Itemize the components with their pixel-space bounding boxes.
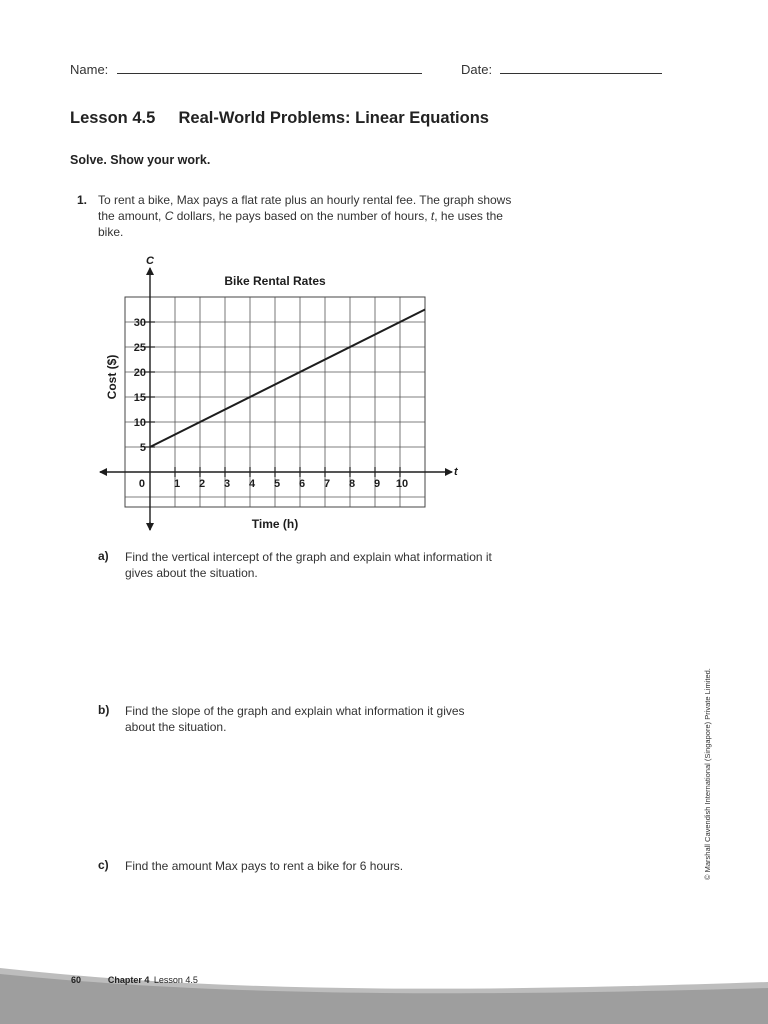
origin-label: 0 — [138, 478, 145, 490]
lesson-heading — [70, 109, 489, 128]
x-tick-label: 8 — [348, 478, 356, 490]
y-tick-label: 5 — [139, 442, 146, 454]
chart-title: Bike Rental Rates — [224, 274, 326, 288]
question-b-text: Find the slope of the graph and explain what information it gives about the situation. — [125, 704, 465, 734]
y-axis-variable: C — [146, 255, 154, 267]
x-tick-label: 7 — [323, 478, 331, 490]
page-number: 60 — [71, 975, 82, 985]
var-t: t — [430, 209, 435, 223]
problem-text-line-3: bike. — [98, 225, 124, 239]
chart-axes — [100, 268, 452, 530]
problem-number: 1. — [77, 193, 88, 207]
x-axis-variable: t — [454, 466, 458, 478]
date-label: Date: — [461, 62, 493, 77]
lesson-number: Lesson 4.5 — [70, 109, 156, 127]
lesson-title: Real-World Problems: Linear Equations — [178, 109, 489, 127]
footer-chapter: Chapter 4 — [107, 975, 150, 985]
x-tick-label: 2 — [198, 478, 206, 490]
footer — [71, 970, 198, 988]
question-a-label: a) — [98, 549, 109, 563]
chart-labels — [105, 255, 459, 531]
question-a-text: Find the vertical intercept of the graph and explain what information it gives about the situation. — [125, 550, 492, 580]
x-tick-label: 4 — [248, 478, 256, 490]
y-tick-label: 25 — [133, 342, 146, 354]
x-tick-label: 1 — [173, 478, 181, 490]
date-field-line[interactable] — [500, 73, 662, 74]
x-tick-label: 3 — [223, 478, 231, 490]
x-tick-label: 9 — [373, 478, 381, 490]
y-tick-label: 20 — [133, 367, 146, 379]
problem-text-line-2: the amount, C dollars, he pays based on the number of hours, t, he uses the — [98, 209, 503, 223]
var-c: C — [164, 209, 174, 223]
x-tick-label: 6 — [298, 478, 306, 490]
x-tick-label: 5 — [273, 478, 281, 490]
instructions: Solve. Show your work. — [70, 153, 211, 167]
name-label: Name: — [70, 62, 109, 77]
question-b-label: b) — [98, 703, 110, 717]
name-field-line[interactable] — [117, 73, 422, 74]
chart-series — [150, 310, 425, 448]
question-c-text: Find the amount Max pays to rent a bike for 6 hours. — [125, 859, 404, 873]
y-tick-label: 15 — [133, 392, 146, 404]
y-tick-label: 10 — [133, 417, 146, 429]
x-tick-label: 10 — [395, 478, 409, 490]
bike-rental-chart — [92, 250, 472, 540]
series-line-cost — [150, 310, 425, 448]
y-tick-label: 30 — [133, 317, 146, 329]
x-axis-label: Time (h) — [251, 517, 299, 531]
problem-text-line-1: To rent a bike, Max pays a flat rate plus an hourly rental fee. The graph shows — [98, 193, 512, 207]
y-axis-label: Cost ($) — [105, 354, 119, 400]
problem-text — [98, 192, 558, 240]
footer-lesson: Lesson 4.5 — [153, 975, 198, 985]
question-c-label: c) — [98, 858, 109, 872]
copyright-notice: © Marshall Cavendish International (Singapore) Private Limited. — [703, 668, 712, 880]
